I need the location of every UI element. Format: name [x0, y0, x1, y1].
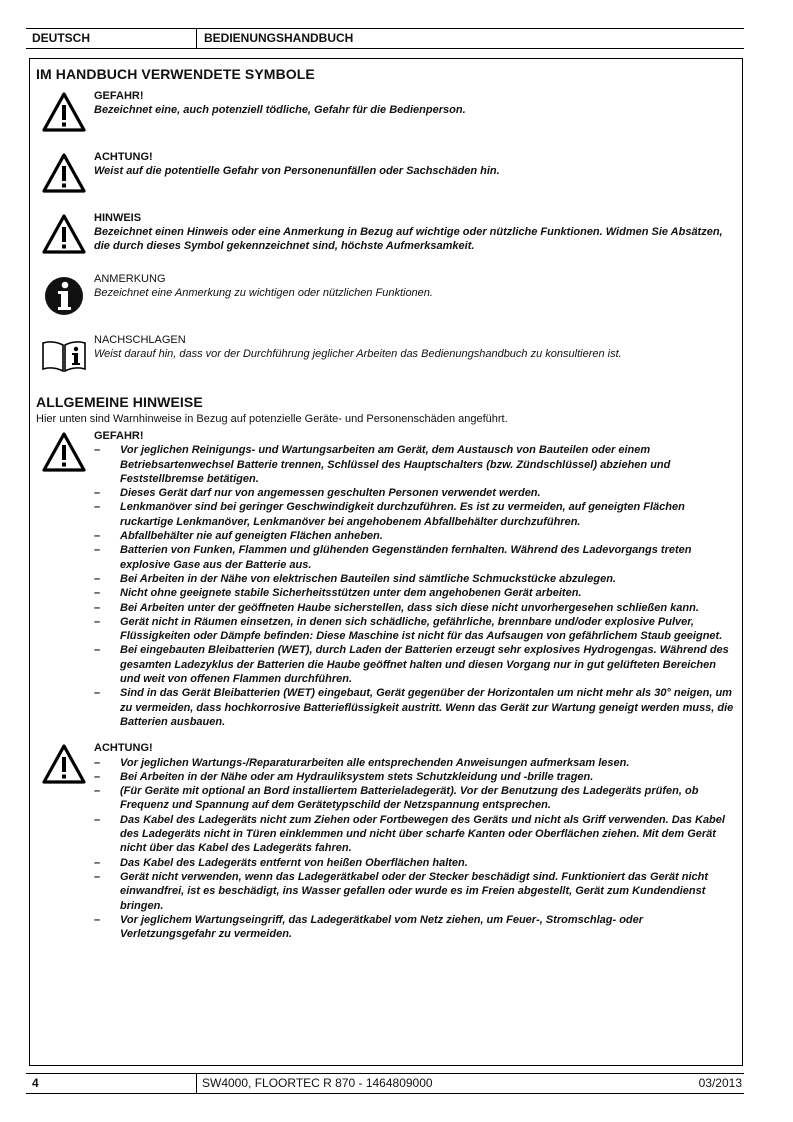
- warning-triangle-icon: [41, 91, 87, 133]
- caution-label: ACHTUNG!: [94, 742, 153, 755]
- symbol-description: Bezeichnet eine, auch potenziell tödliche, Gefahr für die Bedienperson.: [94, 104, 466, 116]
- list-item: – Vor jeglichen Wartungs-/Reparaturarbeiten alle entsprechenden Anweisungen aufmerksam lesen.: [94, 756, 736, 770]
- symbols-heading: IM HANDBUCH VERWENDETE SYMBOLE: [36, 66, 315, 82]
- list-item: – Das Kabel des Ladegeräts entfernt von heißen Oberflächen halten.: [94, 856, 736, 870]
- warning-triangle-icon: [41, 152, 87, 194]
- list-item: – Lenkmanöver sind bei geringer Geschwindigkeit durchzuführen. Es ist zu vermeiden, auf geneigten Flächen ruckartige Lenkmanöver, Lenkmanöver bei angehobenem Abfallbehälter durchzuführen.: [94, 500, 736, 529]
- header-title: BEDIENUNGSHANDBUCH: [204, 31, 354, 45]
- warning-triangle-icon: [41, 213, 87, 255]
- footer-date: 03/2013: [698, 1076, 742, 1090]
- page-number: 4: [32, 1076, 39, 1090]
- symbol-hinweis: [36, 211, 736, 272]
- symbol-description: Weist auf die potentielle Gefahr von Personenunfällen oder Sachschäden hin.: [94, 165, 500, 177]
- warning-triangle-icon: [41, 431, 87, 473]
- symbol-description: Bezeichnet eine Anmerkung zu wichtigen oder nützlichen Funktionen.: [94, 287, 433, 299]
- list-item: – Abfallbehälter nie auf geneigten Flächen anheben.: [94, 529, 736, 543]
- footer-model: SW4000, FLOORTEC R 870 - 1464809000: [202, 1076, 433, 1090]
- header-language: DEUTSCH: [32, 31, 91, 45]
- list-item: – Vor jeglichen Reinigungs- und Wartungsarbeiten am Gerät, dem Austausch von Bauteilen oder einem Betriebsartenwechsel Batterie trennen, Schlüssel des Hauptschalters (bzw. Zündschlüssel) abziehen und Feststellbremse betätigen.: [94, 443, 736, 486]
- symbol-label: ANMERKUNG: [94, 273, 166, 285]
- list-item: – Sind in das Gerät Bleibatterien (WET) eingebaut, Gerät gegenüber der Horizontalen um nicht mehr als 30° neigen, um zu vermeiden, dass hochkorrosive Batterieflüssigkeit austritt. Wenn das Gerät zur Wartung geneigt werden muss, die Batterien ausbauen.: [94, 686, 736, 729]
- footer-divider: [196, 1074, 197, 1093]
- list-item: – Bei Arbeiten in der Nähe oder am Hydrauliksystem stets Schutzkleidung und -brille tragen.: [94, 770, 736, 784]
- symbol-description: Bezeichnet einen Hinweis oder eine Anmerkung in Bezug auf wichtige oder nützliche Funktionen. Widmen Sie Absätzen, die durch dieses Symbol gekennzeichnet sind, höchste Aufmerksamkeit.: [94, 226, 723, 252]
- page-footer: [26, 1073, 744, 1094]
- general-intro: Hier unten sind Warnhinweise in Bezug auf potenzielle Geräte- und Personenschäden angeführt.: [36, 413, 508, 425]
- page-content: [36, 66, 736, 941]
- danger-label: GEFAHR!: [94, 430, 144, 442]
- symbol-description: Weist darauf hin, dass vor der Durchführung jeglicher Arbeiten das Bedienungshandbuch zu konsultieren ist.: [94, 348, 622, 360]
- list-item: – (Für Geräte mit optional an Bord installiertem Batterieladegerät). Vor der Benutzung des Ladegeräts prüfen, ob Frequenz und Spannung auf dem Gerätetypschild der Netzspannung entsprechen.: [94, 784, 736, 813]
- danger-list: [94, 443, 736, 729]
- list-item: – Gerät nicht in Räumen einsetzen, in denen sich schädliche, gefährliche, brennbare und/oder explosive Pulver, Flüssigkeiten oder Dämpfe befinden: Diese Maschine ist nicht für das Aufsaugen von gefährlichem Staub geeignet.: [94, 615, 736, 644]
- symbol-achtung: [36, 150, 736, 211]
- list-item: – Bei eingebauten Bleibatterien (WET), durch Laden der Batterien erzeugt sehr explosives Hydrogengas. Während des gesamten Ladezyklus der Batterien die Haube geöffnet halten und diesen Vorgang nur in gut gelüfteten Bereichen und weit von offenen Flammen durchführen.: [94, 643, 736, 686]
- symbol-label: NACHSCHLAGEN: [94, 334, 186, 346]
- book-info-icon: [41, 335, 87, 377]
- symbol-nachschlagen: [36, 333, 736, 394]
- general-heading: ALLGEMEINE HINWEISE: [36, 394, 203, 410]
- caution-list: [94, 756, 736, 942]
- symbol-label: ACHTUNG!: [94, 151, 153, 163]
- symbol-anmerkung: [36, 272, 736, 333]
- list-item: – Bei Arbeiten unter der geöffneten Haube sicherstellen, dass sich diese nicht unvorhergesehen schließen kann.: [94, 601, 736, 615]
- symbol-gefahr: [36, 89, 736, 150]
- list-item: – Dieses Gerät darf nur von angemessen geschulten Personen verwendet werden.: [94, 486, 736, 500]
- list-item: – Das Kabel des Ladegeräts nicht zum Ziehen oder Fortbewegen des Geräts und nicht als Griff verwenden. Das Kabel des Ladegeräts nicht in Türen einklemmen und nicht über scharfe Kanten oder Oberflächen ziehen. Mit dem Gerät nicht über das Kabel des Ladegeräts fahren.: [94, 813, 736, 856]
- danger-block: [36, 429, 736, 729]
- info-circle-icon: [41, 274, 87, 316]
- list-item: – Batterien von Funken, Flammen und glühenden Gegenständen fernhalten. Während des Ladevorgangs treten explosive Gase aus der Batterie aus.: [94, 543, 736, 572]
- list-item: – Vor jeglichem Wartungseingriff, das Ladegerätkabel vom Netz ziehen, um Feuer-, Stromschlag- oder Verletzungsgefahr zu vermeiden.: [94, 913, 736, 942]
- caution-block: [36, 741, 736, 941]
- header-divider: [196, 29, 197, 48]
- page-header: [26, 28, 744, 49]
- symbol-label: GEFAHR!: [94, 90, 144, 102]
- warning-triangle-icon: [41, 743, 87, 785]
- list-item: – Gerät nicht verwenden, wenn das Ladegerätkabel oder der Stecker beschädigt sind. Funktioniert das Gerät nicht einwandfrei, ist es beschädigt, ins Wasser gefallen oder wurde es im Freien abgestellt, Gerät zum Kundendienst bringen.: [94, 870, 736, 913]
- list-item: – Bei Arbeiten in der Nähe von elektrischen Bauteilen sind sämtliche Schmuckstücke abzulegen.: [94, 572, 736, 586]
- symbol-label: HINWEIS: [94, 212, 142, 224]
- list-item: – Nicht ohne geeignete stabile Sicherheitsstützen unter dem angehobenen Gerät arbeiten.: [94, 586, 736, 600]
